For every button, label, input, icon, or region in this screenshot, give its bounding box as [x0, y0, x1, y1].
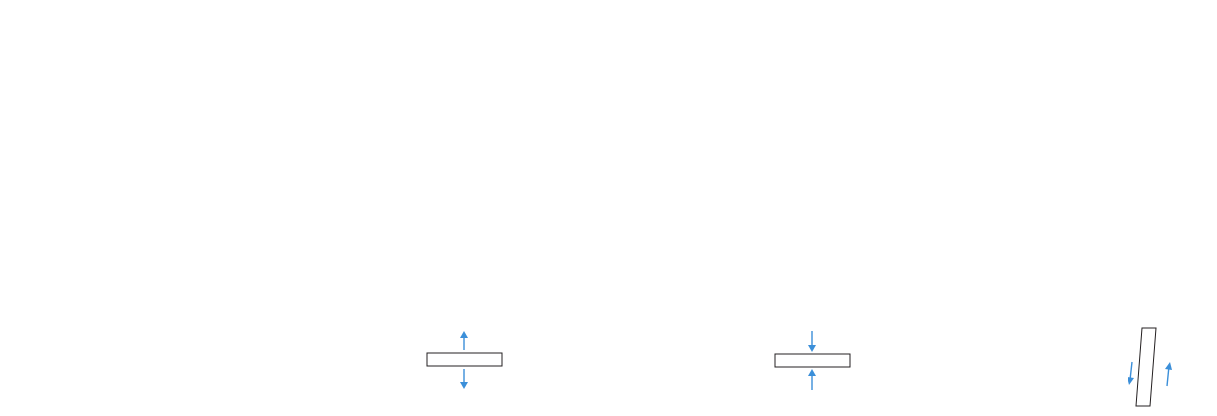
shear-core-sample	[1136, 328, 1156, 406]
header-shear-modulus	[1028, 134, 1195, 152]
compression-arrow-up	[808, 369, 816, 390]
header-shear-mod-typical	[1028, 152, 1112, 170]
header-density-minimum	[330, 152, 418, 170]
flatwise-tensile-illustration	[424, 330, 506, 392]
header-shear-str-typical	[862, 152, 944, 170]
header-comp-mod-minimum	[776, 152, 862, 170]
flatwise-arrow-down	[460, 369, 468, 389]
header-core	[12, 90, 133, 188]
header-cell-size	[133, 90, 246, 174]
header-flatwise-strength	[418, 152, 515, 170]
header-flatwise-tensile	[418, 90, 515, 152]
header-density-typical	[246, 152, 330, 170]
bare-compression-illustration	[772, 330, 854, 392]
flatwise-arrow-up	[460, 331, 468, 350]
header-plate-shear	[862, 90, 1195, 134]
compression-arrow-down	[808, 331, 816, 352]
compression-core-sample	[775, 354, 850, 367]
header-shear-str-minimum	[944, 152, 1028, 170]
header-shear-strength	[862, 134, 1028, 152]
header-bare-compression	[515, 90, 862, 134]
plate-shear-illustration	[1128, 324, 1178, 410]
page-title	[12, 20, 1195, 88]
flatwise-core-sample	[427, 353, 502, 366]
header-comp-str-minimum	[602, 152, 690, 170]
header-comp-str-typical	[515, 152, 602, 170]
header-comp-mod-typical	[690, 152, 776, 170]
shear-arrow-up	[1165, 362, 1172, 386]
header-compression-modulus	[690, 134, 862, 152]
header-shear-mod-minimum	[1112, 152, 1195, 170]
shear-arrow-down	[1128, 362, 1134, 385]
header-compression-strength	[515, 134, 690, 152]
header-density	[246, 90, 418, 152]
